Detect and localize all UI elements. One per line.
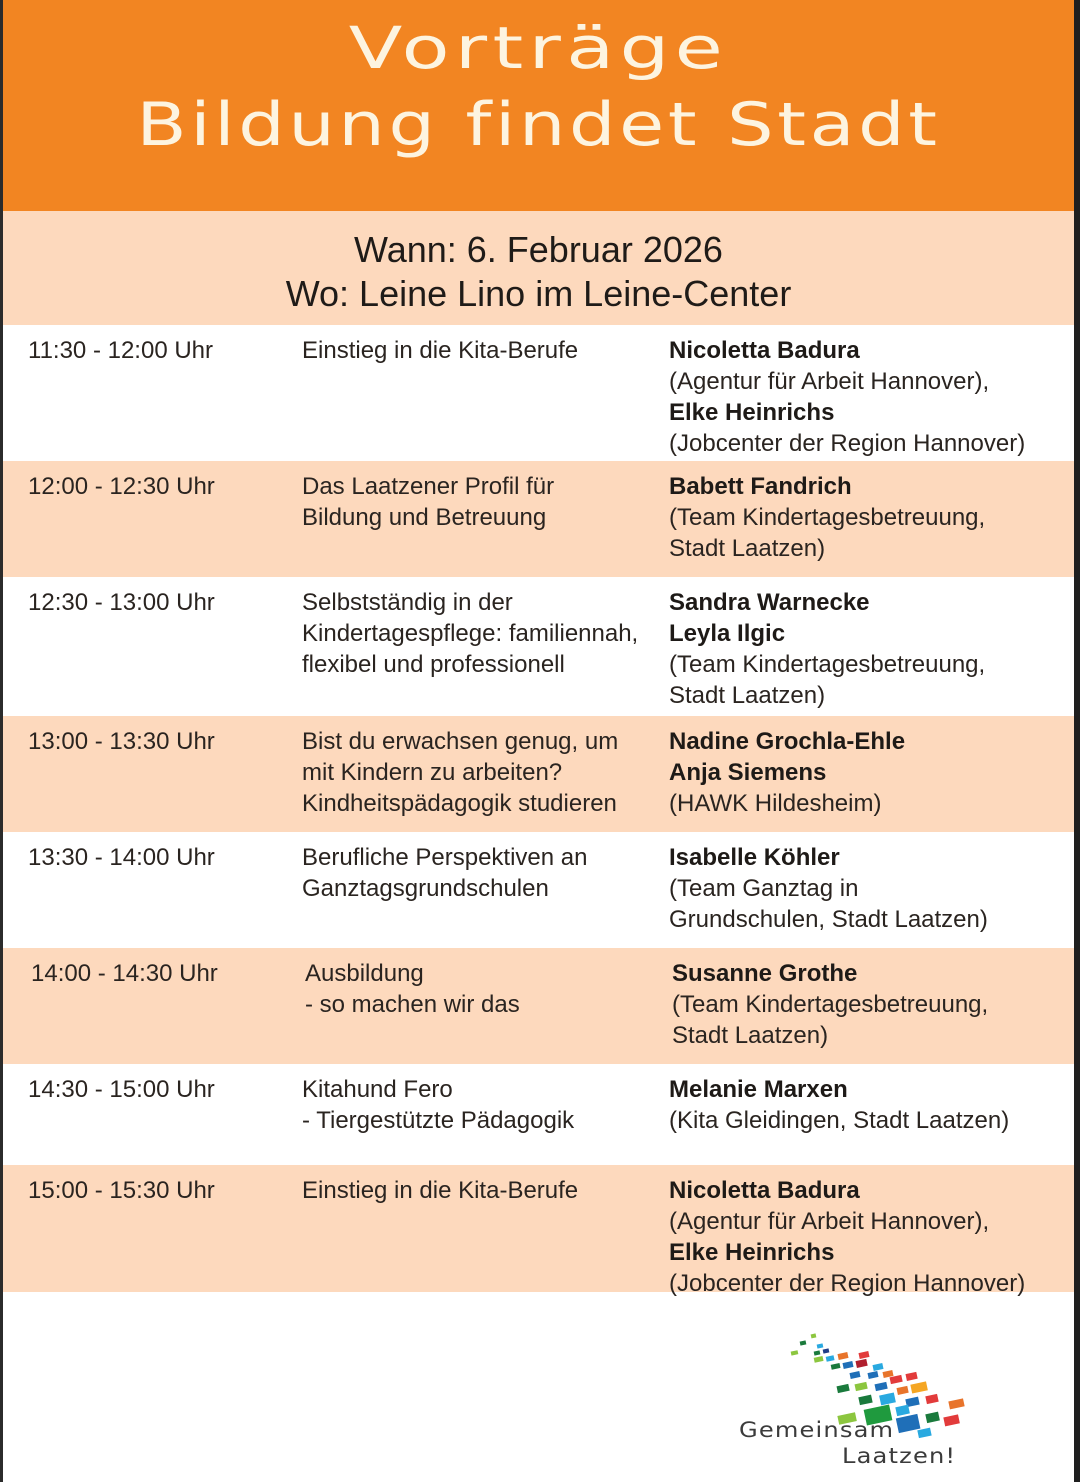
topic-line: mit Kindern zu arbeiten? [302, 759, 563, 786]
speaker-name: Melanie Marxen [669, 1076, 848, 1103]
logo-gemeinsam-laatzen [735, 1330, 1015, 1475]
speaker-name: Elke Heinrichs [669, 399, 835, 426]
topic-line: Das Laatzener Profil für [302, 473, 555, 500]
session-topic [302, 471, 554, 533]
schedule-row [3, 832, 1074, 948]
event-location: Wo: Leine Lino im Leine-Center [285, 273, 792, 314]
speaker-organization: (Agentur für Arbeit Hannover), [669, 368, 990, 395]
session-time: 13:00 - 13:30 Uhr [28, 728, 215, 755]
session-time: 13:30 - 14:00 Uhr [28, 844, 215, 871]
schedule-row [3, 1064, 1074, 1165]
topic-line: Berufliche Perspektiven an [302, 844, 588, 871]
title-line-1: Vorträge [348, 14, 729, 82]
session-topic [302, 335, 578, 366]
speaker-organization: (Agentur für Arbeit Hannover), [669, 1208, 990, 1235]
session-topic [302, 726, 618, 819]
speaker-organization: (Jobcenter der Region Hannover) [669, 1270, 1026, 1297]
topic-line: Kitahund Fero [302, 1076, 453, 1103]
speaker-organization: (HAWK Hildesheim) [669, 790, 882, 817]
speaker-name: Elke Heinrichs [669, 1239, 835, 1266]
topic-line: Einstieg in die Kita-Berufe [302, 337, 579, 364]
session-speakers [669, 842, 988, 935]
header-banner [3, 0, 1074, 211]
topic-line: Selbstständig in der [302, 589, 513, 616]
session-time: 11:30 - 12:00 Uhr [28, 337, 214, 364]
speaker-organization: (Team Kindertagesbetreuung, [669, 651, 986, 678]
speaker-name: Babett Fandrich [669, 473, 852, 500]
speaker-organization: Stadt Laatzen) [669, 682, 826, 709]
speaker-organization: (Kita Gleidingen, Stadt Laatzen) [669, 1107, 1010, 1134]
speaker-organization: Grundschulen, Stadt Laatzen) [669, 906, 988, 933]
session-time: 14:00 - 14:30 Uhr [31, 960, 218, 987]
speaker-name: Nicoletta Badura [669, 1177, 860, 1204]
session-time: 12:30 - 13:00 Uhr [28, 589, 215, 616]
topic-line: flexibel und professionell [302, 651, 565, 678]
topic-line: Bildung und Betreuung [302, 504, 547, 531]
session-time: 12:00 - 12:30 Uhr [28, 473, 215, 500]
speaker-name: Sandra Warnecke [669, 589, 870, 616]
session-speakers [669, 1074, 1009, 1136]
session-topic [302, 1175, 578, 1206]
topic-line: - so machen wir das [305, 991, 520, 1018]
session-topic [302, 587, 638, 680]
session-topic [302, 1074, 574, 1136]
session-topic [305, 958, 520, 1020]
session-speakers [669, 335, 1025, 459]
schedule-row [3, 716, 1074, 832]
speaker-organization: (Team Kindertagesbetreuung, [672, 991, 989, 1018]
right-edge-border [1074, 0, 1080, 1482]
speaker-organization: (Team Kindertagesbetreuung, [669, 504, 986, 531]
title-line-2: Bildung findet Stadt [136, 90, 941, 160]
schedule-row [3, 1165, 1074, 1297]
speaker-organization: Stadt Laatzen) [672, 1022, 829, 1049]
session-topic [302, 842, 588, 904]
session-speakers [669, 471, 985, 564]
session-time: 14:30 - 15:00 Uhr [28, 1076, 215, 1103]
topic-line: Ausbildung [305, 960, 424, 987]
topic-line: - Tiergestützte Pädagogik [302, 1107, 575, 1134]
speaker-name: Leyla Ilgic [669, 620, 786, 647]
topic-line: Einstieg in die Kita-Berufe [302, 1177, 579, 1204]
speaker-name: Susanne Grothe [672, 960, 858, 987]
schedule-row [3, 461, 1074, 577]
topic-line: Ganztagsgrundschulen [302, 875, 549, 902]
schedule-row [3, 577, 1074, 716]
left-edge-border [0, 0, 3, 1482]
session-speakers [669, 726, 905, 819]
session-speakers [669, 587, 985, 711]
session-speakers [672, 958, 988, 1051]
speaker-organization: (Team Ganztag in [669, 875, 859, 902]
schedule-row [3, 325, 1074, 461]
topic-line: Bist du erwachsen genug, um [302, 728, 619, 755]
speaker-organization: Stadt Laatzen) [669, 535, 826, 562]
speaker-name: Isabelle Köhler [669, 844, 840, 871]
event-date: Wann: 6. Februar 2026 [354, 229, 723, 270]
speaker-name: Anja Siemens [669, 759, 827, 786]
session-speakers [669, 1175, 1025, 1299]
speaker-name: Nicoletta Badura [669, 337, 860, 364]
logo-text-laatzen: Laatzen! [842, 1444, 957, 1468]
session-time: 15:00 - 15:30 Uhr [28, 1177, 215, 1204]
topic-line: Kindheitspädagogik studieren [302, 790, 617, 817]
event-info [3, 211, 1074, 325]
speaker-organization: (Jobcenter der Region Hannover) [669, 430, 1026, 457]
schedule-row [3, 948, 1074, 1064]
speaker-name: Nadine Grochla-Ehle [669, 728, 906, 755]
logo-text-gemeinsam: Gemeinsam [739, 1418, 895, 1442]
topic-line: Kindertagespflege: familiennah, [302, 620, 639, 647]
